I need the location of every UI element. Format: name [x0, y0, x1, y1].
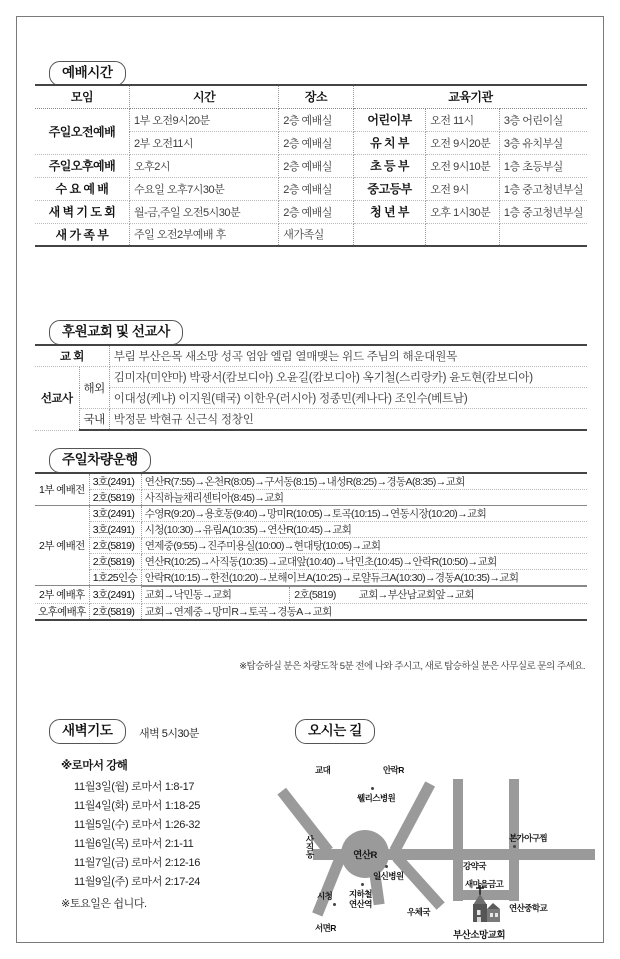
row-time: 월-금,주일 오전5시30분 — [129, 200, 278, 223]
overseas-list-line1: 김미자(미얀마) 박광서(캄보디아) 오윤길(캄보디아) 옥기철(스리랑카) 윤도현(캄보디아) — [109, 367, 587, 388]
label-ilsin-hospital: 일신병원 — [373, 871, 404, 881]
label-gyodae: 교대 — [315, 765, 331, 775]
section-badge-missions — [49, 320, 183, 345]
road-vertical-left — [453, 779, 463, 901]
label-postoffice: 우체국 — [407, 907, 430, 917]
route-path: 수영R(9:20)→용호동(9:40)→망미R(10:05)→토곡(10:15)→연동시장(10:20)→교회 — [141, 506, 587, 522]
row-place: 새가족실 — [279, 223, 354, 246]
route-number: 2호(5819) — [89, 603, 141, 620]
edu-place: 3층 어린이실 — [499, 108, 587, 131]
label-wellis-hospital: 웰리스병원 — [357, 793, 396, 803]
list-item: 11월4일(화) 로마서 1:18-25 — [74, 800, 201, 812]
list-item: 11월5일(수) 로마서 1:26-32 — [74, 819, 201, 831]
label-bonga-agujjim: 본가아구찜 — [509, 833, 548, 843]
route-path: 교회→낙민동→교회 — [142, 587, 290, 603]
label-seomyeon: 서면R — [315, 923, 336, 933]
overseas-list-line2: 이대성(케냐) 이지원(태국) 이한우(러시아) 정종민(케나다) 조인수(베트남) — [109, 388, 587, 409]
list-item: 11월6일(목) 로마서 2:1-11 — [74, 838, 194, 850]
edu-name: 청 년 부 — [353, 200, 425, 223]
marker-wellis-hospital — [371, 787, 374, 790]
worship-schedule-table — [35, 84, 587, 247]
list-item: 11월3일(월) 로마서 1:8-17 — [74, 781, 195, 793]
section-badge-vehicles — [49, 448, 151, 473]
label-sajikdong: 사직동 — [305, 835, 315, 858]
route-number: 3호(2491) — [89, 506, 141, 522]
row-group-new-family: 새 가 족 부 — [35, 223, 129, 246]
vehicles-section-title: 주일차량운행 — [49, 448, 151, 473]
table-row — [35, 388, 587, 409]
route-path: 교회→부산남교회앞→교회 — [356, 587, 587, 603]
row-place: 2층 예배실 — [279, 177, 354, 200]
overseas-label: 해외 — [79, 367, 109, 409]
route-number: 2호(5819) — [290, 587, 356, 603]
row-place: 2층 예배실 — [279, 154, 354, 177]
missions-section-title: 후원교회 및 선교사 — [49, 320, 183, 345]
worship-section-title: 예배시간 — [49, 61, 126, 86]
bulletin-page — [16, 16, 604, 943]
table-row — [35, 506, 587, 522]
edu-name: 유 치 부 — [353, 131, 425, 154]
label-subway-yeonsan-station — [349, 889, 372, 909]
vehicle-group-label-1bu: 1부 예배전 — [35, 473, 89, 506]
church-list: 부림 부산은목 새소망 성곡 엄암 엘림 열매맺는 위드 주님의 해운대원목 — [109, 345, 587, 367]
worship-header-row — [35, 85, 587, 108]
missionary-label: 선교사 — [35, 367, 79, 431]
table-row — [35, 177, 587, 200]
missions-table — [35, 344, 587, 431]
route-path: 시청(10:30)→유림A(10:35)→연산R(10:45)→교회 — [141, 522, 587, 538]
section-badge-dawn — [49, 719, 126, 744]
route-number: 3호(2491) — [89, 522, 141, 538]
table-row — [35, 200, 587, 223]
edu-place: 1층 초등부실 — [499, 154, 587, 177]
domestic-label: 국내 — [79, 409, 109, 431]
vehicle-group-label-after-2bu: 2부 예배후 — [35, 586, 89, 604]
table-row — [35, 345, 587, 367]
label-yeonsan-middle-school: 연산중학교 — [509, 903, 548, 913]
dawn-schedule-list — [74, 778, 200, 892]
table-row — [35, 522, 587, 538]
vehicle-schedule-table — [35, 472, 587, 621]
row-place: 2층 예배실 — [279, 200, 354, 223]
route-path: 연제중(9:55)→진주미용실(10:00)→현대탕(10:05)→교회 — [141, 538, 587, 554]
row-group-wednesday: 수 요 예 배 — [35, 177, 129, 200]
table-row — [35, 409, 587, 431]
vehicle-boarding-note: ※탑승하실 분은 차량도착 5분 전에 나와 주시고, 새로 탑승하실 분은 사무실로 문의 주세요. — [239, 661, 585, 672]
dawn-prayer-time: 새벽 5시30분 — [139, 728, 199, 740]
route-path: 사직하늘채리센티아(8:45)→교회 — [141, 490, 587, 506]
edu-name: 어린이부 — [353, 108, 425, 131]
label-sicheong: 시청 — [317, 891, 333, 901]
table-row — [35, 154, 587, 177]
edu-place — [499, 223, 587, 246]
route-path: 안락R(10:15)→한전(10:20)→보해이브A(10:25)→로얄듀크A(10:30)→경동A(10:35)→교회 — [141, 570, 587, 586]
table-row — [35, 538, 587, 554]
row-group-dawn-prayer: 새 벽 기 도 회 — [35, 200, 129, 223]
dawn-section-title: 새벽기도 — [49, 719, 126, 744]
row-group-sunday-afternoon: 주일오후예배 — [35, 154, 129, 177]
marker-subway — [361, 883, 364, 886]
route-number: 2호(5819) — [89, 554, 141, 570]
dawn-footer-note: ※토요일은 쉽니다. — [61, 898, 147, 910]
table-row — [35, 367, 587, 388]
header-group: 모임 — [35, 85, 129, 108]
row-place: 2층 예배실 — [279, 108, 354, 131]
label-yeonsan-rotary: 연산R — [353, 850, 377, 861]
marker-ilsin-hospital — [385, 865, 388, 868]
row-time: 1부 오전9시20분 — [129, 108, 278, 131]
vehicle-group-label-2bu: 2부 예배전 — [35, 506, 89, 586]
edu-time — [426, 223, 500, 246]
table-row — [35, 603, 587, 620]
edu-name: 초 등 부 — [353, 154, 425, 177]
edu-place: 3층 유치부실 — [499, 131, 587, 154]
table-row — [35, 108, 587, 131]
table-row — [35, 223, 587, 246]
marker-sicheong — [333, 903, 336, 906]
edu-time: 오전 9시20분 — [426, 131, 500, 154]
label-gang-pharmacy: 강약국 — [463, 861, 486, 871]
directions-map — [305, 757, 595, 942]
table-row — [35, 490, 587, 506]
dawn-topic: ※로마서 강해 — [61, 760, 128, 772]
road-to-anrak — [390, 781, 435, 853]
edu-name — [353, 223, 425, 246]
route-path: 연산R(7:55)→온천R(8:05)→구서동(8:15)→내성R(8:25)→경동A(8:35)→교회 — [141, 473, 587, 490]
domestic-list: 박정문 박현규 신근식 정창인 — [109, 409, 587, 431]
route-number: 1호25인승 — [89, 570, 141, 586]
edu-time: 오전 11시 — [426, 108, 500, 131]
row-time: 오후2시 — [129, 154, 278, 177]
edu-place: 1층 중고청년부실 — [499, 200, 587, 223]
table-row — [35, 554, 587, 570]
header-place: 장소 — [279, 85, 354, 108]
edu-time: 오전 9시10분 — [426, 154, 500, 177]
route-number: 2호(5819) — [89, 490, 141, 506]
header-education: 교육기관 — [353, 85, 587, 108]
edu-name: 중고등부 — [353, 177, 425, 200]
list-item: 11월9일(주) 로마서 2:17-24 — [74, 876, 201, 888]
header-time: 시간 — [129, 85, 278, 108]
route-path: 교회→연제중→망미R→토곡→경동A→교회 — [141, 603, 587, 620]
table-row — [35, 570, 587, 586]
map-section-title: 오시는 길 — [295, 719, 375, 744]
row-group-sunday-morning: 주일오전예배 — [35, 108, 129, 154]
table-row — [35, 473, 587, 490]
label-anrak: 안락R — [383, 765, 404, 775]
row-time: 주일 오전2부예배 후 — [129, 223, 278, 246]
route-path: 연산R(10:25)→사직동(10:35)→교대앞(10:40)→낙민초(10:45)→안락R(10:50)→교회 — [141, 554, 587, 570]
road-to-sicheong — [312, 855, 345, 917]
edu-place: 1층 중고청년부실 — [499, 177, 587, 200]
edu-time: 오전 9시 — [426, 177, 500, 200]
row-time: 2부 오전11시 — [129, 131, 278, 154]
table-row — [35, 586, 587, 604]
road-to-postoffice — [392, 853, 444, 909]
route-number: 3호(2491) — [89, 473, 141, 490]
row-time: 수요일 오후7시30분 — [129, 177, 278, 200]
route-number: 2호(5819) — [89, 538, 141, 554]
section-badge-map — [295, 719, 375, 744]
marker-bonga — [513, 845, 516, 848]
church-label: 교 회 — [35, 345, 109, 367]
row-place: 2층 예배실 — [279, 131, 354, 154]
after-2bu-routes — [141, 586, 587, 604]
vehicle-group-label-after-pm: 오후예배후 — [35, 603, 89, 620]
label-subway-line1: 지하철 — [349, 889, 372, 899]
section-badge-worship — [49, 61, 126, 86]
list-item: 11월7일(금) 로마서 2:12-16 — [74, 857, 201, 869]
edu-time: 오후 1시30분 — [426, 200, 500, 223]
church-icon — [463, 883, 507, 927]
label-subway-line2: 연산역 — [349, 899, 372, 909]
label-saemaeul-geumgo: 새마을금고 — [465, 879, 504, 889]
route-number: 3호(2491) — [89, 586, 141, 604]
label-busan-somang-church: 부산소망교회 — [453, 930, 506, 941]
